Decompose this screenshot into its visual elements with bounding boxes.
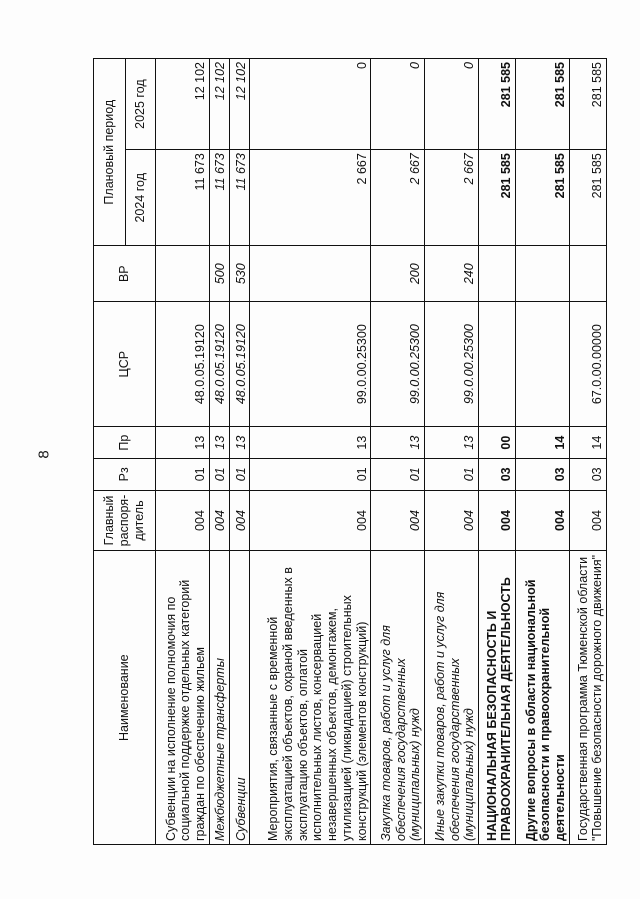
row-rz: 03 bbox=[516, 458, 570, 490]
budget-table bbox=[93, 58, 607, 845]
row-admin: 004 bbox=[371, 490, 425, 551]
row-admin: 004 bbox=[425, 490, 479, 551]
row-csr: 99.0.00.25300 bbox=[371, 302, 425, 427]
row-rz: 01 bbox=[156, 458, 210, 490]
row-name: Другие вопросы в области национальной безопасности и правоохранительной деятельности bbox=[516, 551, 570, 845]
row-rz: 01 bbox=[250, 458, 371, 490]
row-csr: 67.0.00.00000 bbox=[569, 302, 606, 427]
row-pr: 14 bbox=[516, 427, 570, 459]
row-2024: 281 585 bbox=[569, 150, 606, 246]
header-2024: 2024 год bbox=[126, 150, 156, 246]
row-2024: 2 667 bbox=[425, 150, 479, 246]
table-row bbox=[516, 59, 570, 845]
row-csr: 48.0.05.19120 bbox=[209, 302, 229, 427]
table-row bbox=[425, 59, 479, 845]
row-2024: 11 673 bbox=[156, 150, 210, 246]
row-2025: 12 102 bbox=[230, 59, 250, 150]
row-pr: 00 bbox=[479, 427, 516, 459]
row-name: Межбюджетные трансферты bbox=[209, 551, 229, 845]
row-vr: 530 bbox=[230, 246, 250, 302]
row-csr: 99.0.00.25300 bbox=[250, 302, 371, 427]
page-number: 8 bbox=[35, 450, 53, 459]
row-2025: 12 102 bbox=[209, 59, 229, 150]
table-row bbox=[569, 59, 606, 845]
row-admin: 004 bbox=[479, 490, 516, 551]
row-name: Закупка товаров, работ и услуг для обеспечения государственных (муниципальных) нужд bbox=[371, 551, 425, 845]
row-admin: 004 bbox=[569, 490, 606, 551]
row-2025: 0 bbox=[371, 59, 425, 150]
row-csr: 48.0.05.19120 bbox=[156, 302, 210, 427]
row-admin: 004 bbox=[209, 490, 229, 551]
row-vr bbox=[569, 246, 606, 302]
row-csr: 48.0.05.19120 bbox=[230, 302, 250, 427]
header-pr: Пр bbox=[94, 427, 156, 459]
table-row bbox=[156, 59, 210, 845]
row-name: Субвенции bbox=[230, 551, 250, 845]
header-period: Плановый период bbox=[94, 59, 126, 246]
row-pr: 13 bbox=[156, 427, 210, 459]
row-name: Иные закупки товаров, работ и услуг для обеспечения государственных (муниципальных) нужд bbox=[425, 551, 479, 845]
row-rz: 03 bbox=[569, 458, 606, 490]
row-name: НАЦИОНАЛЬНАЯ БЕЗОПАСНОСТЬ И ПРАВООХРАНИТЕЛЬНАЯ ДЕЯТЕЛЬНОСТЬ bbox=[479, 551, 516, 845]
row-2024: 11 673 bbox=[209, 150, 229, 246]
budget-table-rotated bbox=[93, 58, 607, 845]
row-2024: 2 667 bbox=[250, 150, 371, 246]
header-2025: 2025 год bbox=[126, 59, 156, 150]
row-admin: 004 bbox=[250, 490, 371, 551]
header-rz: Рз bbox=[94, 458, 156, 490]
table-row bbox=[209, 59, 229, 845]
row-vr bbox=[479, 246, 516, 302]
row-2025: 12 102 bbox=[156, 59, 210, 150]
row-name: Государственная программа Тюменской области "Повышение безопасности дорожного движения" bbox=[569, 551, 606, 845]
row-pr: 14 bbox=[569, 427, 606, 459]
row-2025: 281 585 bbox=[569, 59, 606, 150]
row-pr: 13 bbox=[209, 427, 229, 459]
header-name: Наименование bbox=[94, 551, 156, 845]
row-vr: 500 bbox=[209, 246, 229, 302]
row-admin: 004 bbox=[156, 490, 210, 551]
row-rz: 01 bbox=[371, 458, 425, 490]
row-admin: 004 bbox=[230, 490, 250, 551]
header-admin: Главный распоря-дитель bbox=[94, 490, 156, 551]
row-csr bbox=[479, 302, 516, 427]
row-pr: 13 bbox=[250, 427, 371, 459]
row-rz: 01 bbox=[230, 458, 250, 490]
row-rz: 03 bbox=[479, 458, 516, 490]
row-pr: 13 bbox=[425, 427, 479, 459]
row-2025: 0 bbox=[425, 59, 479, 150]
row-csr bbox=[516, 302, 570, 427]
row-rz: 01 bbox=[425, 458, 479, 490]
row-vr: 240 bbox=[425, 246, 479, 302]
row-2025: 281 585 bbox=[516, 59, 570, 150]
row-vr: 200 bbox=[371, 246, 425, 302]
header-vr: ВР bbox=[94, 246, 156, 302]
row-vr bbox=[156, 246, 210, 302]
row-2024: 2 667 bbox=[371, 150, 425, 246]
table-row bbox=[371, 59, 425, 845]
row-2024: 11 673 bbox=[230, 150, 250, 246]
row-2024: 281 585 bbox=[479, 150, 516, 246]
table-row bbox=[479, 59, 516, 845]
row-csr: 99.0.00.25300 bbox=[425, 302, 479, 427]
row-pr: 13 bbox=[371, 427, 425, 459]
row-vr bbox=[516, 246, 570, 302]
row-2025: 281 585 bbox=[479, 59, 516, 150]
row-admin: 004 bbox=[516, 490, 570, 551]
row-2025: 0 bbox=[250, 59, 371, 150]
row-2024: 281 585 bbox=[516, 150, 570, 246]
row-pr: 13 bbox=[230, 427, 250, 459]
row-rz: 01 bbox=[209, 458, 229, 490]
table-body bbox=[156, 59, 607, 845]
row-name: Субвенции на исполнение полномочия по социальной поддержке отдельных категорий граждан по обеспечению жильем bbox=[156, 551, 210, 845]
row-vr bbox=[250, 246, 371, 302]
header-csr: ЦСР bbox=[94, 302, 156, 427]
table-row bbox=[250, 59, 371, 845]
table-row bbox=[230, 59, 250, 845]
row-name: Мероприятия, связанные с временной эксплуатацией объектов, охраной введенных в эксплуатацию объектов, оплатой исполнительных листов, консервацией незавершенных объектов, демонтажем, утилизацией (ликвидацией) строительных конструкций (элементов конструкций) bbox=[250, 551, 371, 845]
